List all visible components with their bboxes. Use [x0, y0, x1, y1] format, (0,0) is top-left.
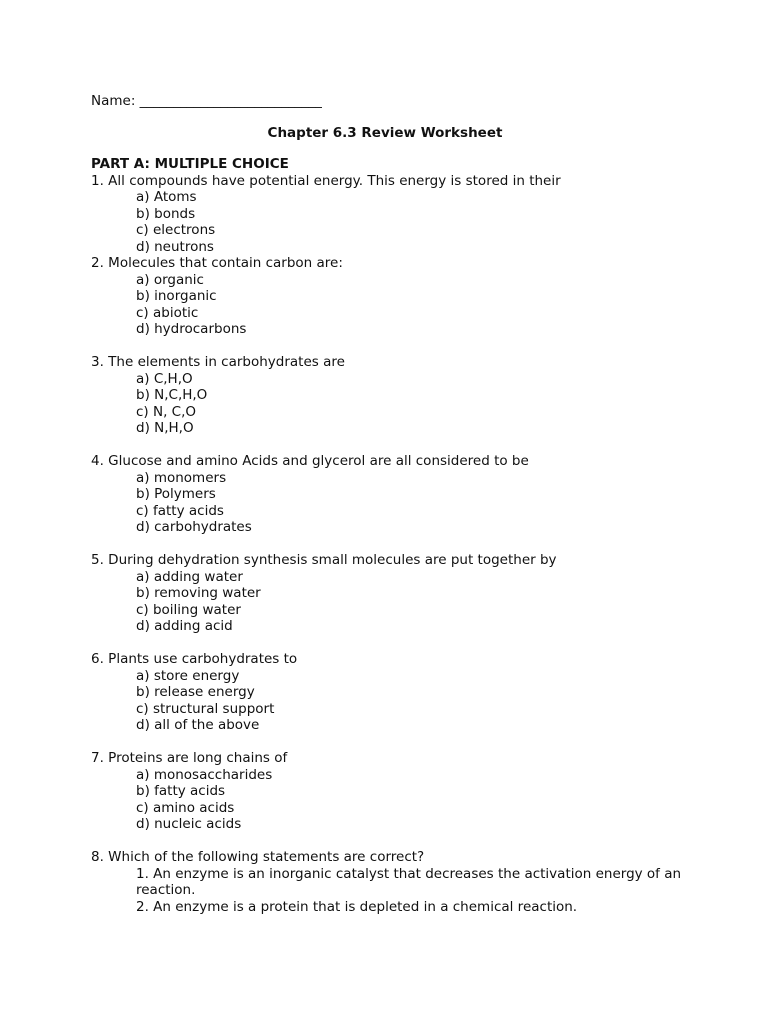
q3-option-c: c) N, C,O [136, 403, 197, 420]
q8-statement-1: 1. An enzyme is an inorganic catalyst that decreases the activation energy of an reaction. [136, 865, 682, 898]
worksheet-page [91, 93, 691, 915]
q7-option-c: c) amino acids [136, 799, 235, 816]
q5-option-d: d) adding acid [136, 618, 233, 634]
q6-option-d: d) all of the above [136, 717, 260, 733]
question-3: 3. The elements in carbohydrates are [91, 354, 345, 370]
q4-option-b: b) Polymers [136, 486, 216, 502]
q1-option-a: a) Atoms [136, 189, 197, 205]
part-a-heading: PART A: MULTIPLE CHOICE [91, 156, 289, 172]
spacer [91, 536, 691, 553]
q3-option-a: a) C,H,O [136, 370, 193, 387]
question-1: 1. All compounds have potential energy. This energy is stored in their [91, 172, 561, 189]
spacer [91, 833, 691, 850]
question-4: 4. Glucose and amino Acids and glycerol are all considered to be [91, 453, 529, 469]
q4-option-d: d) carbohydrates [136, 519, 252, 535]
q4-option-a: a) monomers [136, 469, 227, 486]
spacer [91, 635, 691, 652]
q1-option-b: b) bonds [136, 205, 196, 222]
q3-option-d: d) N,H,O [136, 420, 194, 436]
q3-option-b: b) N,C,H,O [136, 387, 208, 403]
worksheet-title: Chapter 6.3 Review Worksheet [267, 124, 503, 141]
spacer [91, 734, 691, 751]
q5-option-a: a) adding water [136, 568, 243, 585]
q7-option-a: a) monosaccharides [136, 766, 273, 783]
q8-statement-2: 2. An enzyme is a protein that is depleted in a chemical reaction. [136, 898, 578, 915]
question-2: 2. Molecules that contain carbon are: [91, 255, 343, 271]
q6-option-a: a) store energy [136, 667, 240, 684]
q1-option-c: c) electrons [136, 222, 216, 238]
spacer [91, 338, 691, 355]
q2-option-b: b) inorganic [136, 288, 217, 304]
question-6: 6. Plants use carbohydrates to [91, 651, 298, 667]
q7-option-b: b) fatty acids [136, 783, 226, 799]
q1-option-d: d) neutrons [136, 238, 214, 255]
question-7: 7. Proteins are long chains of [91, 750, 288, 766]
name-field-line: Name: ___________________________ [91, 93, 322, 109]
q6-option-b: b) release energy [136, 684, 255, 700]
spacer [91, 437, 691, 454]
q2-option-d: d) hydrocarbons [136, 321, 247, 337]
question-8: 8. Which of the following statements are correct? [91, 849, 425, 865]
question-5: 5. During dehydration synthesis small molecules are put together by [91, 552, 557, 568]
q2-option-a: a) organic [136, 271, 204, 288]
q4-option-c: c) fatty acids [136, 502, 224, 519]
q2-option-c: c) abiotic [136, 304, 199, 321]
q5-option-c: c) boiling water [136, 601, 241, 618]
q5-option-b: b) removing water [136, 585, 261, 601]
q6-option-c: c) structural support [136, 700, 275, 717]
q7-option-d: d) nucleic acids [136, 816, 242, 832]
